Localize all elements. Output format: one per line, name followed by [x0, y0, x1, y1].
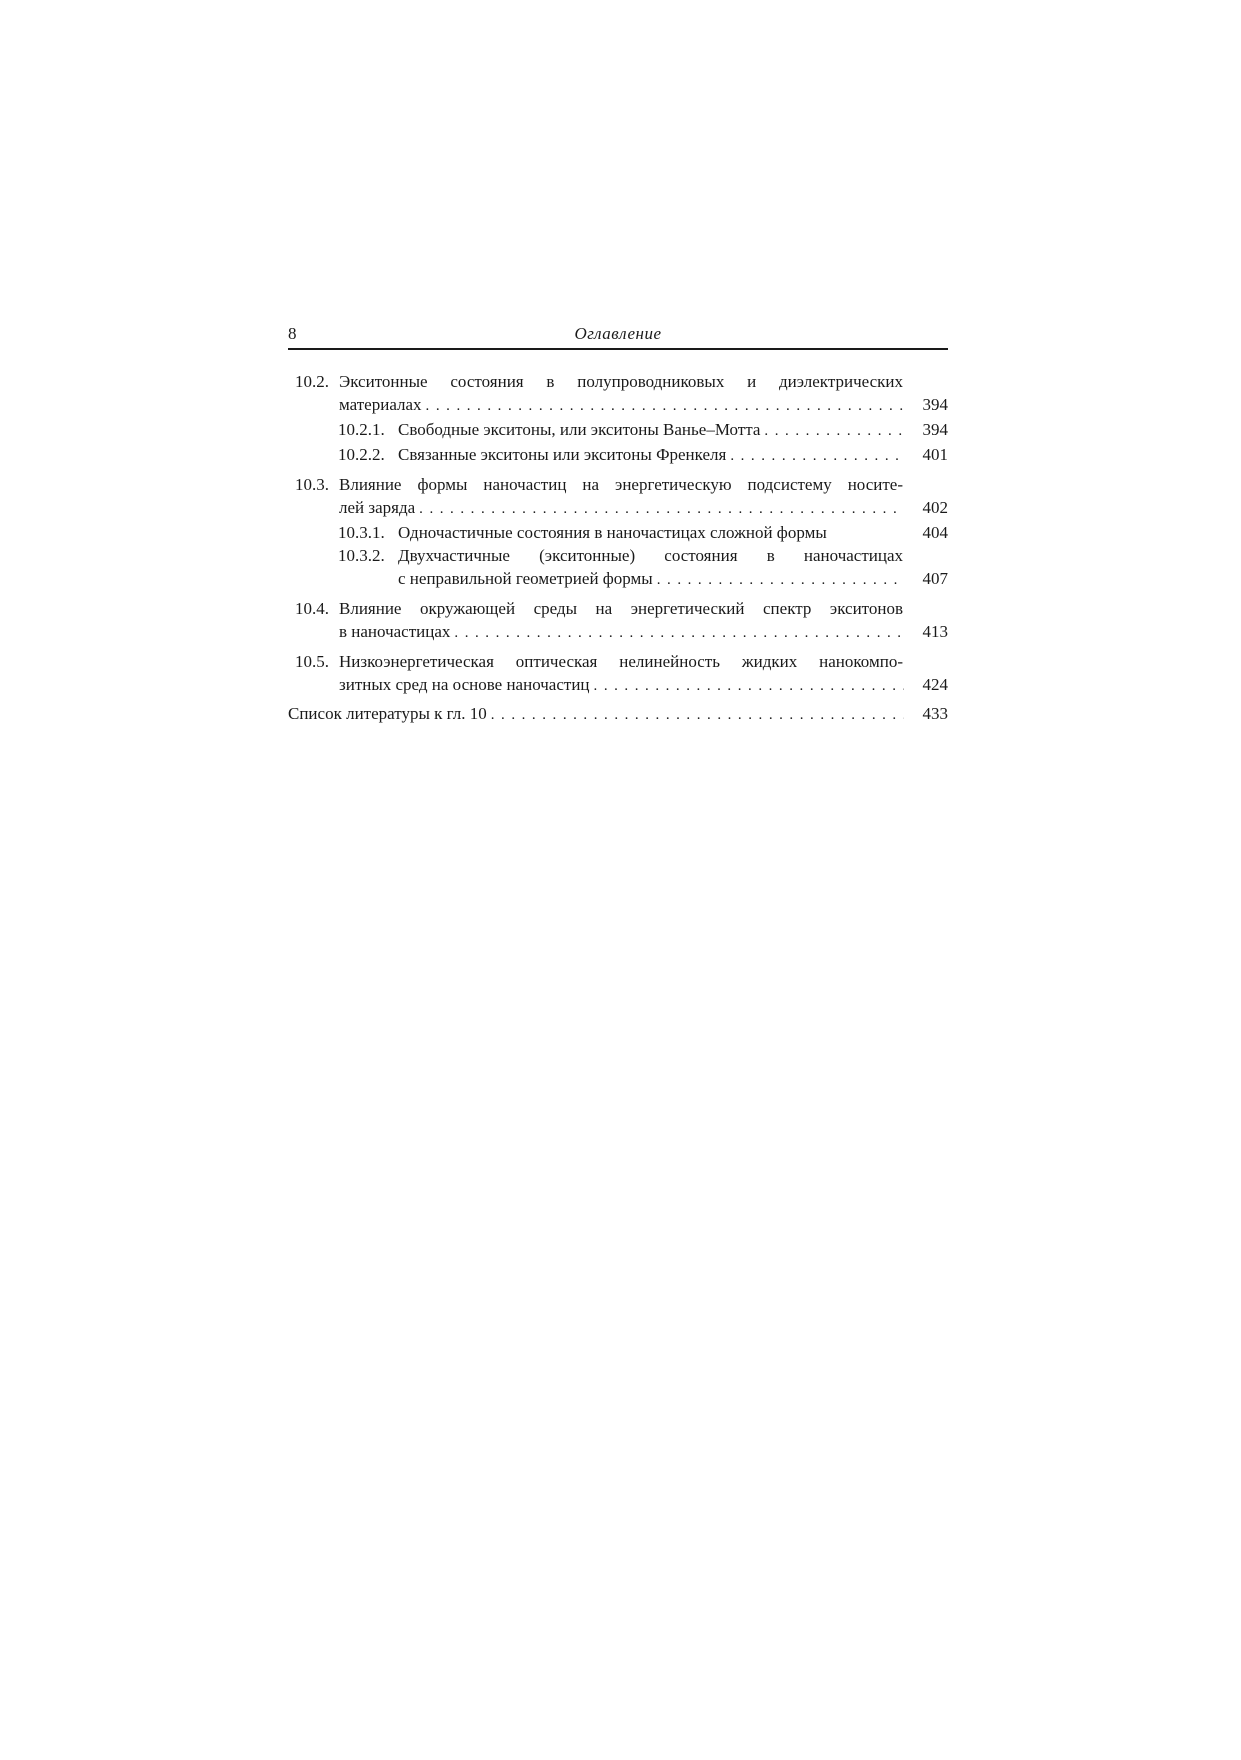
- page-ref: 424: [922, 675, 948, 694]
- subsection-number: 10.3.2.: [338, 546, 385, 565]
- toc-entry-10-5[interactable]: [288, 650, 948, 698]
- section-title-line2: зитных сред на основе наночастиц: [339, 675, 590, 694]
- toc-entry-10-3[interactable]: [288, 473, 948, 521]
- subsection-title-line2: с неправильной геометрией формы: [398, 569, 653, 588]
- page-ref: 404: [922, 523, 948, 542]
- dot-leader: [454, 622, 904, 645]
- subsection-title-line1: Двухчастичные (экситонные) состояния в наночастицах: [398, 546, 903, 565]
- toc-entry-bibliography[interactable]: [288, 702, 948, 727]
- dot-leader: [730, 445, 904, 468]
- bibliography-title: Список литературы к гл. 10: [288, 704, 487, 723]
- section-number: 10.4.: [295, 599, 329, 618]
- dot-leader: [419, 498, 904, 521]
- section-title-line2: лей заряда: [339, 498, 416, 517]
- dot-leader: [764, 420, 904, 443]
- page-number: 8: [288, 324, 297, 343]
- toc-entry-10-4[interactable]: [288, 597, 948, 645]
- dot-leader: [426, 395, 904, 418]
- running-title: Оглавление: [574, 324, 662, 343]
- toc-entry-10-2-1[interactable]: [288, 418, 948, 443]
- section-title-line2: в наночастицах: [339, 622, 451, 641]
- page-ref: 402: [922, 498, 948, 517]
- page-ref: 394: [922, 395, 948, 414]
- page-ref: 413: [922, 622, 948, 641]
- toc-entry-10-2-2[interactable]: [288, 443, 948, 468]
- section-number: 10.2.: [295, 372, 329, 391]
- dot-leader: [657, 569, 904, 592]
- section-title-line1: Экситонные состояния в полупроводниковых и диэлектрических: [339, 372, 903, 391]
- page-ref: 407: [922, 569, 948, 588]
- subsection-title: Свободные экситоны, или экситоны Ванье–Мотта: [398, 420, 761, 439]
- toc-entry-10-3-2[interactable]: [288, 544, 948, 592]
- section-title-line1: Влияние окружающей среды на энергетический спектр экситонов: [339, 599, 903, 618]
- dot-leader: [491, 704, 904, 727]
- subsection-title: Связанные экситоны или экситоны Френкеля: [398, 445, 727, 464]
- section-number: 10.3.: [295, 475, 329, 494]
- section-title-line1: Низкоэнергетическая оптическая нелинейность жидких нанокомпо-: [339, 652, 903, 671]
- section-number: 10.5.: [295, 652, 329, 671]
- page-ref: 394: [922, 420, 948, 439]
- page-ref: 401: [922, 445, 948, 464]
- toc-entry-10-2[interactable]: [288, 370, 948, 418]
- subsection-number: 10.2.1.: [338, 420, 385, 439]
- dot-leader: [594, 675, 904, 698]
- table-of-contents: [288, 370, 948, 727]
- section-title-line2: материалах: [339, 395, 422, 414]
- toc-entry-10-3-1[interactable]: [288, 521, 948, 544]
- subsection-title: Одночастичные состояния в наночастицах сложной формы: [398, 523, 827, 542]
- section-title-line1: Влияние формы наночастиц на энергетическую подсистему носите-: [339, 475, 903, 494]
- running-header: [288, 324, 948, 350]
- subsection-number: 10.2.2.: [338, 445, 385, 464]
- subsection-number: 10.3.1.: [338, 523, 385, 542]
- page-ref: 433: [922, 704, 948, 723]
